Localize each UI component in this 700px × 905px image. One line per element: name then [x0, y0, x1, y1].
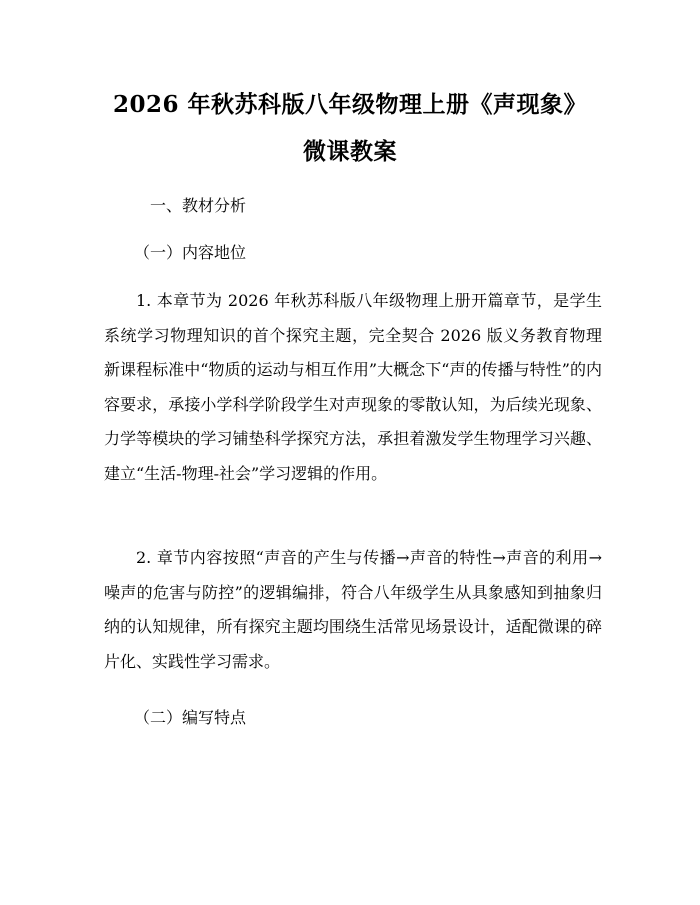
- document-title-line-1: 2026 年秋苏科版八年级物理上册《声现象》: [112, 91, 588, 118]
- document-title-line-2: 微课教案: [303, 138, 397, 165]
- paragraph-chapter-position: 1. 本章节为 2026 年秋苏科版八年级物理上册开篇章节，是学生系统学习物理知识的首个探究主题，完全契合 2026 版义务教育物理新课程标准中“物质的运动与相互作用”大概念下“声的传播与特性”的内容要求，承接小学科学阶段学生对声现象的零散认知，为后续光现象、力学等模块的学习铺垫科学探究方法，承担着激发学生物理学习兴趣、建立“生活-物理-社会”学习逻辑的作用。: [104, 291, 602, 483]
- subsection-heading-content-position: （一）内容地位: [134, 243, 247, 262]
- paragraph-chapter-content-order: 2. 章节内容按照“声音的产生与传播→声音的特性→声音的利用→噪声的危害与防控”的逻辑编排，符合八年级学生从具象感知到抽象归纳的认知规律，所有探究主题均围绕生活常见场景设计，适配微课的碎片化、实践性学习需求。: [104, 548, 602, 671]
- section-heading-teaching-material-analysis: 一、教材分析: [150, 196, 247, 215]
- subsection-heading-writing-features: （二）编写特点: [134, 708, 247, 727]
